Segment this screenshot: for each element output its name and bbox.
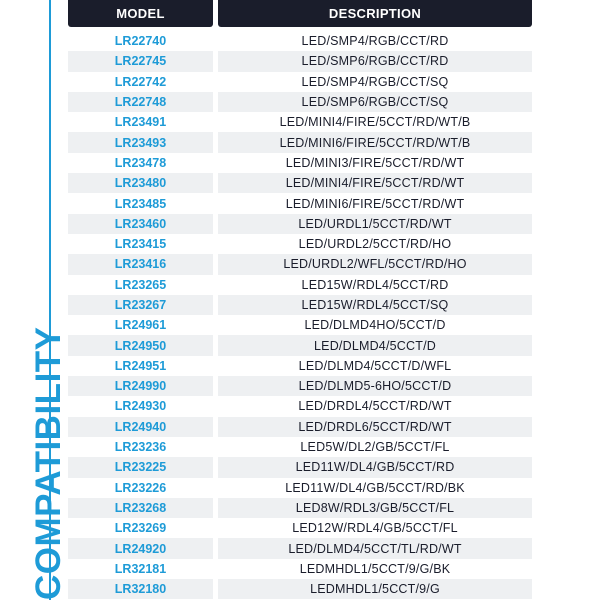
model-cell: LR24990 <box>68 376 213 396</box>
compatibility-title: COMPATIBILITY <box>29 326 68 600</box>
table-row <box>68 193 532 213</box>
model-cell: LR23267 <box>68 295 213 315</box>
model-cell: LR23478 <box>114 155 167 170</box>
model-cell: LR23225 <box>68 457 213 477</box>
description-cell: LEDMHDL1/5CCT/9/G/BK <box>299 561 451 576</box>
model-cell: LR24951 <box>114 358 167 373</box>
table-row <box>68 72 532 92</box>
table-row <box>68 376 532 396</box>
description-cell: LED/DLMD4/5CCT/TL/RD/WT <box>218 538 532 558</box>
description-cell: LED15W/RDL4/5CCT/SQ <box>218 295 532 315</box>
description-cell: LED/MINI4/FIRE/5CCT/RD/WT/B <box>279 115 471 130</box>
model-column-header: MODEL <box>68 0 213 27</box>
description-column-header: DESCRIPTION <box>218 0 532 27</box>
table-row <box>68 295 532 315</box>
table-row <box>68 315 532 335</box>
table-row <box>68 234 532 254</box>
description-cell: LED/DLMD4HO/5CCT/D <box>304 318 446 333</box>
description-cell: LED/MINI4/FIRE/5CCT/RD/WT <box>218 173 532 193</box>
model-cell: LR24950 <box>68 335 213 355</box>
table-row <box>68 538 532 558</box>
model-cell: LR23480 <box>68 173 213 193</box>
model-cell: LR23460 <box>68 214 213 234</box>
model-cell: LR24930 <box>114 399 167 414</box>
description-cell: LED/MINI6/FIRE/5CCT/RD/WT/B <box>218 132 532 152</box>
description-cell: LED/URDL1/5CCT/RD/WT <box>218 214 532 234</box>
table-row <box>68 31 532 51</box>
description-cell: LED15W/RDL4/5CCT/RD <box>301 277 449 292</box>
model-cell: LR24920 <box>68 538 213 558</box>
compatibility-table <box>68 31 532 599</box>
description-cell: LED/URDL2/5CCT/RD/HO <box>298 237 452 252</box>
model-cell: LR24940 <box>68 417 213 437</box>
model-cell: LR22742 <box>114 74 167 89</box>
table-row <box>68 437 532 457</box>
table-row <box>68 254 532 274</box>
table-row <box>68 92 532 112</box>
table-row <box>68 132 532 152</box>
description-cell: LED/DRDL6/5CCT/RD/WT <box>218 417 532 437</box>
model-cell: LR23269 <box>114 521 167 536</box>
model-cell: LR22740 <box>114 34 167 49</box>
description-cell: LED/DLMD4/5CCT/D <box>218 335 532 355</box>
model-cell: LR23236 <box>114 440 167 455</box>
description-cell: LED/URDL2/WFL/5CCT/RD/HO <box>218 254 532 274</box>
table-row <box>68 478 532 498</box>
model-cell: LR23491 <box>114 115 167 130</box>
model-cell: LR23265 <box>114 277 167 292</box>
description-cell: LED/SMP6/RGB/CCT/SQ <box>218 92 532 112</box>
table-row <box>68 112 532 132</box>
description-cell: LED/MINI6/FIRE/5CCT/RD/WT <box>285 196 465 211</box>
description-cell: LED/SMP4/RGB/CCT/SQ <box>301 74 449 89</box>
table-row <box>68 51 532 71</box>
description-cell: LED/DLMD5-6HO/5CCT/D <box>218 376 532 396</box>
model-cell: LR23493 <box>68 132 213 152</box>
description-cell: LED/DLMD4/5CCT/D/WFL <box>298 358 452 373</box>
table-header <box>68 0 532 27</box>
description-cell: LED/SMP4/RGB/CCT/RD <box>301 34 449 49</box>
description-cell: LED/DRDL4/5CCT/RD/WT <box>298 399 452 414</box>
description-cell: LEDMHDL1/5CCT/9/G <box>218 579 532 599</box>
description-cell: LED11W/DL4/GB/5CCT/RD/BK <box>285 480 465 495</box>
table-row <box>68 417 532 437</box>
description-cell: LED11W/DL4/GB/5CCT/RD <box>218 457 532 477</box>
description-cell: LED8W/RDL3/GB/5CCT/FL <box>218 498 532 518</box>
table-row <box>68 153 532 173</box>
model-cell: LR32181 <box>114 561 167 576</box>
model-cell: LR24961 <box>114 318 167 333</box>
model-cell: LR32180 <box>68 579 213 599</box>
description-cell: LED/SMP6/RGB/CCT/RD <box>218 51 532 71</box>
table-row <box>68 214 532 234</box>
model-cell: LR22748 <box>68 92 213 112</box>
table-row <box>68 457 532 477</box>
table-row <box>68 356 532 376</box>
table-row <box>68 559 532 579</box>
description-cell: LED5W/DL2/GB/5CCT/FL <box>300 440 450 455</box>
model-cell: LR23485 <box>114 196 167 211</box>
description-cell: LED/MINI3/FIRE/5CCT/RD/WT <box>285 155 465 170</box>
table-row <box>68 275 532 295</box>
model-cell: LR23415 <box>114 237 167 252</box>
model-cell: LR23226 <box>114 480 167 495</box>
table-row <box>68 396 532 416</box>
table-row <box>68 579 532 599</box>
table-row <box>68 173 532 193</box>
model-cell: LR23268 <box>68 498 213 518</box>
description-cell: LED12W/RDL4/GB/5CCT/FL <box>292 521 458 536</box>
table-row <box>68 518 532 538</box>
model-cell: LR22745 <box>68 51 213 71</box>
table-row <box>68 498 532 518</box>
table-row <box>68 335 532 355</box>
model-cell: LR23416 <box>68 254 213 274</box>
